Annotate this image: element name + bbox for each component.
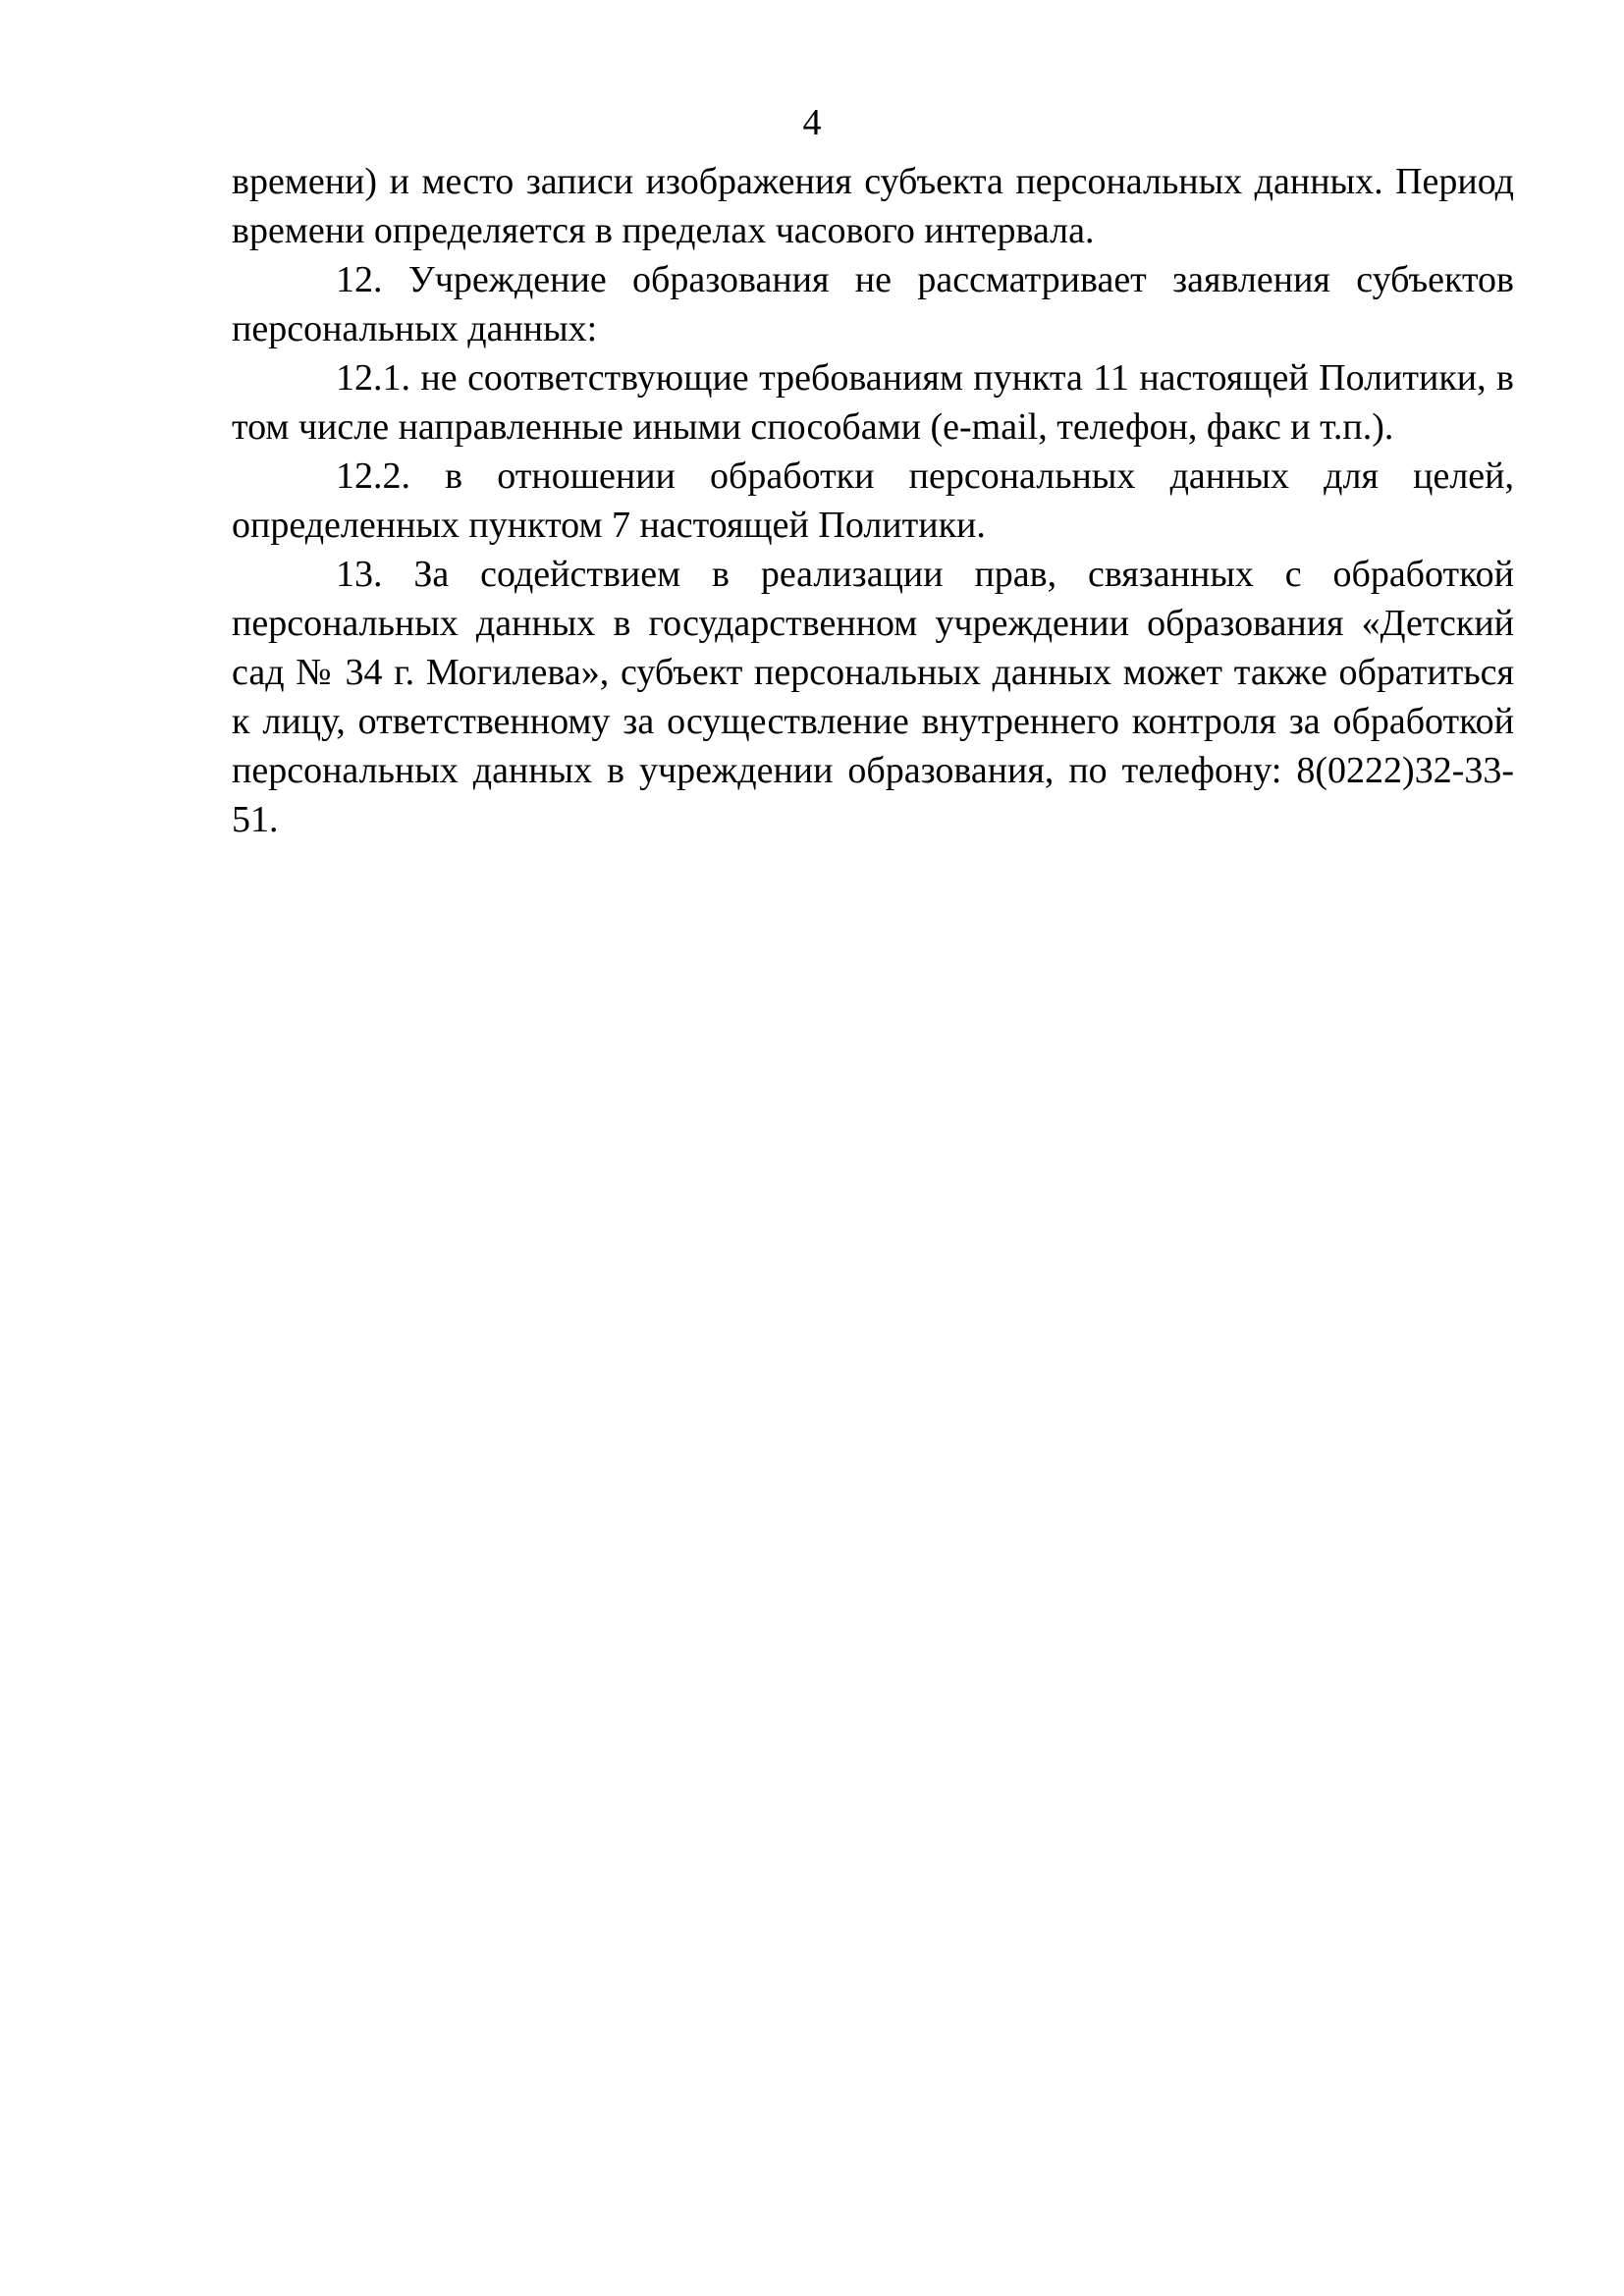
document-body [232,157,1514,844]
paragraph-13: 13. За содействием в реализации прав, связанных с обработкой персональных данных в государственном учреждении образования «Детский сад № 34 г. Могилева», субъект персональных данных может также обратиться к лицу, ответственному за осуществление внутреннего контроля за обработкой персональных данных в учреждении образования, по телефону: 8(0222)32-33-51. [232,554,1514,840]
page-number: 4 [802,102,822,143]
paragraph-12: 12. Учреждение образования не рассматривает заявления субъектов персональных данных: [232,259,1514,349]
paragraph-12-1: 12.1. не соответствующие требованиям пункта 11 настоящей Политики, в том числе направленные иными способами (e-mail, телефон, факс и т.п.). [232,357,1514,448]
paragraph-continuation: времени) и место записи изображения субъекта персональных данных. Период времени определяется в пределах часового интервала. [232,161,1514,251]
paragraph-12-2: 12.2. в отношении обработки персональных данных для целей, определенных пунктом 7 настоящей Политики. [232,455,1514,546]
